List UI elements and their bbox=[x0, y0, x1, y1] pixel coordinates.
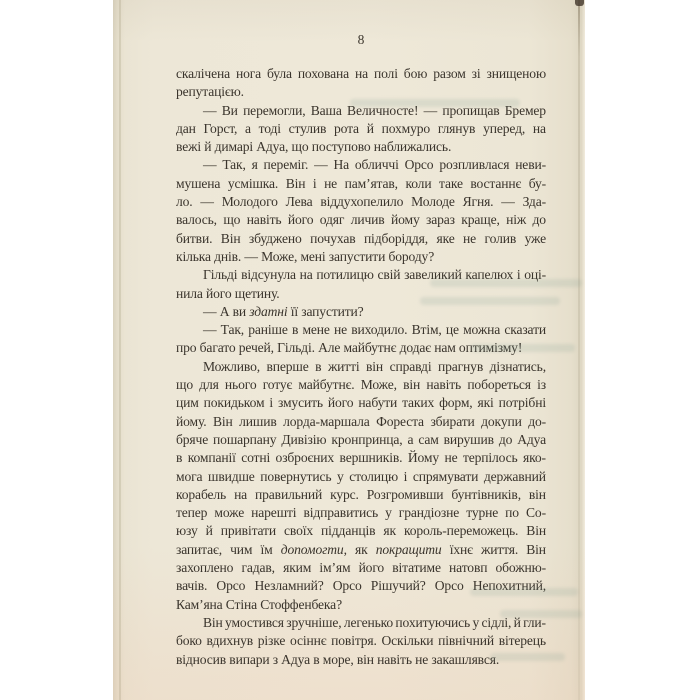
text-line: вежі й димарі Адуа, що поступово наближались. bbox=[176, 139, 452, 155]
text-line: відносив випари з Адуа в море, він навіть не закашлявся. bbox=[176, 651, 500, 667]
text-line: боко вдихнув різке осіннє повітря. Оскільки північний вітерець bbox=[176, 633, 546, 649]
text-line: що для нього готує майбутнє. Може, він навіть побореться із bbox=[176, 377, 546, 393]
book-page bbox=[113, 0, 585, 700]
show-through-smudge bbox=[420, 297, 560, 305]
text-line: Можливо, вперше в житті він справді прагнув дізнатись, bbox=[203, 358, 546, 374]
show-through-smudge bbox=[350, 99, 520, 107]
page-corner-mark bbox=[575, 0, 584, 6]
text-line: битви. Він збуджено почухав підборіддя, яке не голив уже bbox=[176, 230, 546, 246]
text-line: — А ви здатні її запустити? bbox=[203, 303, 364, 319]
text-line: — Ви перемогли, Ваша Величносте! — пропищав Бремер bbox=[203, 102, 546, 118]
text-line: запитає, чим їм допомогти, як покращити їхнє життя. Він bbox=[176, 541, 546, 557]
show-through-smudge bbox=[470, 344, 575, 352]
text-line: репутацією. bbox=[176, 84, 244, 100]
text-line: кілька днів. — Може, мені запустити бороду? bbox=[176, 248, 435, 264]
text-line: Гільді відсунула на потилицю свій завеликий капелюх і оці- bbox=[203, 267, 546, 283]
page-number: 8 bbox=[357, 32, 365, 47]
text-column bbox=[176, 65, 546, 669]
text-line: нила його щетину. bbox=[176, 285, 280, 301]
text-line: йому. Він лишив лорда-маршала Фореста збирати докупи до- bbox=[176, 413, 546, 429]
text-line: в компанії сотні озброєних вершників. Йому не терпілось яко- bbox=[176, 450, 546, 466]
text-line: мога швидше повернутись у столицю і спрямувати державний bbox=[176, 468, 546, 484]
text-line: цим покидьком і змусить його набути таких форм, які потрібні bbox=[176, 395, 546, 411]
text-line: — Так, я переміг. — На обличчі Орсо розпливлася неви- bbox=[203, 157, 546, 173]
text-line: вачів. Орсо Незламний? Орсо Рішучий? Орсо Непохитний, bbox=[176, 578, 546, 594]
text-line: Кам’яна Стіна Стоффенбека? bbox=[176, 596, 342, 612]
text-line: бряче пошарпану Дивізію кронпринца, а сам вирушив до Адуа bbox=[176, 431, 546, 447]
page-edge-line bbox=[578, 0, 580, 700]
text-line: юзу й привітати своїх підданців як король-переможець. Він bbox=[176, 523, 546, 539]
text-line: про багато речей, Гільді. Але майбутнє додає нам оптимізму! bbox=[176, 340, 523, 356]
text-line: валось, що навіть його одяг личив йому зараз краще, ніж до bbox=[176, 212, 546, 228]
text-line: корабель на правильний курс. Розгромивши бунтівників, він bbox=[176, 486, 546, 502]
show-through-smudge bbox=[490, 653, 565, 661]
show-through-smudge bbox=[430, 279, 582, 287]
text-line: скалічена нога була похована на полі бою разом зі знищеною bbox=[176, 66, 546, 81]
show-through-smudge bbox=[500, 610, 582, 618]
show-through-smudge bbox=[470, 588, 578, 596]
text-line: захоплено гадав, яким ім’ям його вітатиме натовп обожню- bbox=[176, 560, 546, 576]
text-line: Він умостився зручніше, легенько похитуючись у сідлі, й гли- bbox=[203, 614, 546, 630]
text-line: тепер може нарешті відправитись у грандіозне турне по Со- bbox=[176, 505, 546, 521]
text-line: мушена усмішка. Він і не пам’ятав, коли таке востаннє бу- bbox=[176, 175, 546, 191]
text-line: ло. — Молодого Лева віддухопелило Молоде Ягня. — Зда- bbox=[176, 194, 546, 210]
text-line: — Так, раніше в мене не виходило. Втім, це можна сказати bbox=[203, 322, 546, 338]
text-line: дан Горст, а тоді стулив рота й похмуро глянув уперед, на bbox=[176, 120, 546, 136]
